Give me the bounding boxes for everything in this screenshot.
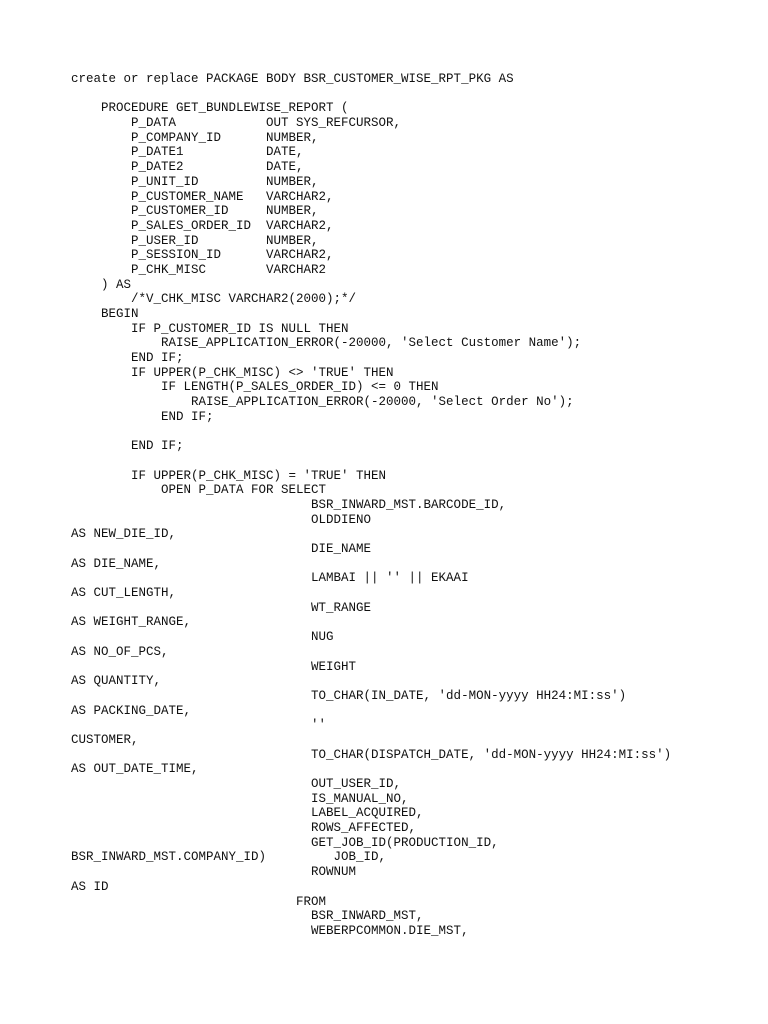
code-line: AS WEIGHT_RANGE, — [71, 615, 192, 630]
code-line: AS PACKING_DATE, — [71, 703, 192, 718]
code-line: create or replace PACKAGE BODY BSR_CUSTOMER_WISE_RPT_PKG AS — [71, 72, 514, 86]
code-line: PROCEDURE GET_BUNDLEWISE_REPORT ( — [71, 101, 349, 116]
code-line: P_SALES_ORDER_ID VARCHAR2, — [71, 218, 334, 233]
code-line: IF LENGTH(P_SALES_ORDER_ID) <= 0 THEN — [71, 380, 439, 395]
code-listing — [71, 72, 761, 939]
code-line: P_DATE2 DATE, — [71, 160, 304, 175]
code-line: WEIGHT — [71, 659, 357, 674]
code-line: NUG — [71, 630, 334, 645]
code-line: IF UPPER(P_CHK_MISC) <> 'TRUE' THEN — [71, 365, 394, 380]
code-line: P_DATE1 DATE, — [71, 145, 304, 160]
code-line: P_CHK_MISC VARCHAR2 — [71, 262, 327, 277]
code-line: P_SESSION_ID VARCHAR2, — [71, 248, 334, 263]
code-line: '' — [71, 718, 327, 733]
code-line: IF P_CUSTOMER_ID IS NULL THEN — [71, 321, 349, 336]
code-line: P_UNIT_ID NUMBER, — [71, 174, 319, 189]
code-line: CUSTOMER, — [71, 732, 139, 747]
code-line: DIE_NAME — [71, 542, 372, 556]
code-line: AS DIE_NAME, — [71, 556, 162, 571]
code-line: OLDDIENO — [71, 512, 372, 527]
code-line: ) AS — [71, 277, 132, 292]
code-line: ROWS_AFFECTED, — [71, 821, 417, 836]
code-line: TO_CHAR(IN_DATE, 'dd-MON-yyyy HH24:MI:ss') — [71, 688, 627, 703]
code-line: AS CUT_LENGTH, — [71, 586, 177, 601]
code-line: BSR_INWARD_MST, — [71, 909, 424, 924]
code-line: IF UPPER(P_CHK_MISC) = 'TRUE' THEN — [71, 468, 387, 483]
code-line: RAISE_APPLICATION_ERROR(-20000, 'Select Customer Name'); — [71, 336, 582, 351]
code-line: END IF; — [71, 439, 184, 454]
code-line: BEGIN — [71, 307, 139, 321]
code-line: BSR_INWARD_MST.BARCODE_ID, — [71, 497, 507, 512]
code-line: AS OUT_DATE_TIME, — [71, 762, 199, 777]
code-line: ROWNUM — [71, 865, 357, 880]
code-line: P_DATA OUT SYS_REFCURSOR, — [71, 116, 402, 131]
code-line — [71, 454, 761, 469]
code-line: FROM — [71, 894, 327, 909]
code-line — [71, 425, 761, 440]
code-line: P_USER_ID NUMBER, — [71, 233, 319, 248]
code-line: AS NEW_DIE_ID, — [71, 527, 177, 542]
code-line: P_CUSTOMER_NAME VARCHAR2, — [71, 189, 334, 204]
code-line: P_COMPANY_ID NUMBER, — [71, 130, 319, 145]
code-line: RAISE_APPLICATION_ERROR(-20000, 'Select Order No'); — [71, 395, 574, 410]
code-line: WT_RANGE — [71, 600, 372, 615]
code-line: BSR_INWARD_MST.COMPANY_ID) JOB_ID, — [71, 850, 387, 865]
code-line: AS QUANTITY, — [71, 674, 162, 689]
code-line: OUT_USER_ID, — [71, 777, 402, 791]
code-line: GET_JOB_ID(PRODUCTION_ID, — [71, 835, 499, 850]
code-line: AS NO_OF_PCS, — [71, 644, 169, 659]
code-line: OPEN P_DATA FOR SELECT — [71, 483, 327, 498]
code-line: AS ID — [71, 879, 109, 894]
code-line — [71, 87, 761, 102]
code-line: END IF; — [71, 409, 214, 424]
code-line: TO_CHAR(DISPATCH_DATE, 'dd-MON-yyyy HH24:MI:ss') — [71, 747, 672, 762]
code-line: IS_MANUAL_NO, — [71, 791, 409, 806]
code-line: P_CUSTOMER_ID NUMBER, — [71, 204, 319, 219]
code-line: LABEL_ACQUIRED, — [71, 806, 424, 821]
code-line: WEBERPCOMMON.DIE_MST, — [71, 923, 469, 938]
code-line: /*V_CHK_MISC VARCHAR2(2000);*/ — [71, 292, 357, 307]
code-line: LAMBAI || '' || EKAAI — [71, 571, 469, 586]
code-line: END IF; — [71, 351, 184, 366]
